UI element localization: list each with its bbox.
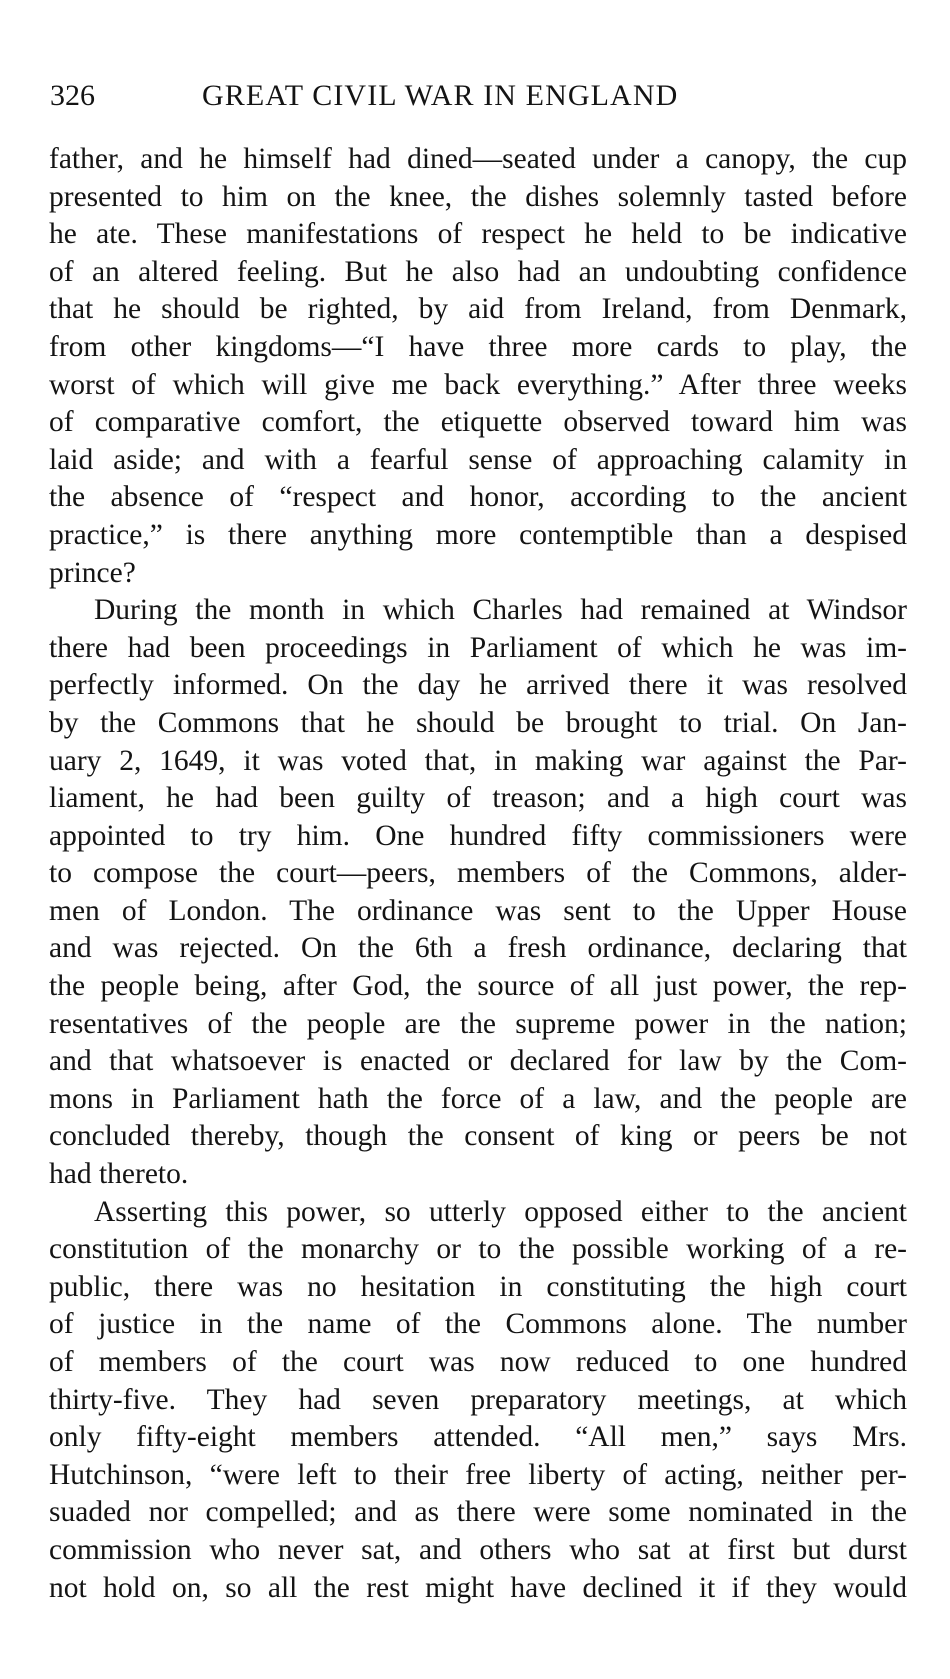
text-line: had thereto. (49, 1158, 189, 1191)
text-line: concluded thereby, though the consent of king or peers be not (49, 1120, 907, 1153)
text-line: and was rejected. On the 6th a fresh ordinance, declaring that (49, 932, 907, 965)
text-line: presented to him on the knee, the dishes solemnly tasted before (49, 180, 907, 213)
text-line: there had been proceedings in Parliament of which he was im- (49, 631, 907, 664)
text-line: by the Commons that he should be brought to trial. On Jan- (49, 706, 907, 739)
running-title: GREAT CIVIL WAR IN ENGLAND (202, 79, 679, 112)
text-line: prince? (49, 556, 136, 589)
text-line: to compose the court—peers, members of the Commons, alder- (49, 857, 907, 890)
text-line: thirty-five. They had seven preparatory meetings, at which (49, 1383, 907, 1416)
text-line: of justice in the name of the Commons alone. The number (49, 1308, 907, 1341)
page-number: 326 (50, 79, 95, 112)
text-line: uary 2, 1649, it was voted that, in making war against the Par- (49, 744, 907, 777)
text-line: the absence of “respect and honor, according to the ancient (49, 481, 907, 514)
text-line: perfectly informed. On the day he arrived there it was resolved (49, 669, 907, 702)
text-line: and that whatsoever is enacted or declared for law by the Com- (49, 1045, 907, 1078)
text-line: liament, he had been guilty of treason; and a high court was (49, 782, 907, 815)
text-line: of comparative comfort, the etiquette observed toward him was (49, 406, 907, 439)
text-line: constitution of the monarchy or to the possible working of a re- (49, 1233, 907, 1266)
text-line: from other kingdoms—“I have three more cards to play, the (49, 330, 907, 363)
text-line: practice,” is there anything more contemptible than a despised (49, 518, 907, 551)
text-line: not hold on, so all the rest might have declined it if they would (49, 1571, 907, 1604)
text-line: resentatives of the people are the supreme power in the nation; (49, 1007, 907, 1040)
text-line: only fifty-eight members attended. “All men,” says Mrs. (49, 1421, 907, 1454)
text-line: Asserting this power, so utterly opposed either to the ancient (94, 1195, 907, 1228)
running-head (50, 76, 910, 116)
text-line: father, and he himself had dined—seated under a canopy, the cup (49, 143, 907, 175)
text-line: men of London. The ordinance was sent to the Upper House (49, 894, 907, 927)
text-line: appointed to try him. One hundred fifty commissioners were (49, 819, 907, 852)
text-line: of an altered feeling. But he also had an undoubting confidence (49, 255, 907, 288)
text-line: mons in Parliament hath the force of a law, and the people are (49, 1082, 907, 1115)
text-line: Hutchinson, “were left to their free liberty of acting, neither per- (49, 1458, 907, 1491)
text-line: public, there was no hesitation in constituting the high court (49, 1270, 907, 1303)
text-line: of members of the court was now reduced to one hundred (49, 1346, 907, 1378)
text-line: commission who never sat, and others who sat at first but durst (49, 1533, 907, 1566)
text-line: that he should be righted, by aid from Ireland, from Denmark, (49, 293, 907, 326)
text-line: he ate. These manifestations of respect he held to be indicative (49, 218, 907, 251)
text-line: worst of which will give me back everything.” After three weeks (49, 368, 907, 401)
text-line: laid aside; and with a fearful sense of approaching calamity in (49, 443, 907, 476)
body-text (49, 141, 907, 1607)
text-line: suaded nor compelled; and as there were some nominated in the (49, 1496, 907, 1529)
text-line: the people being, after God, the source of all just power, the rep- (49, 970, 907, 1003)
text-line: During the month in which Charles had remained at Windsor (94, 594, 907, 627)
